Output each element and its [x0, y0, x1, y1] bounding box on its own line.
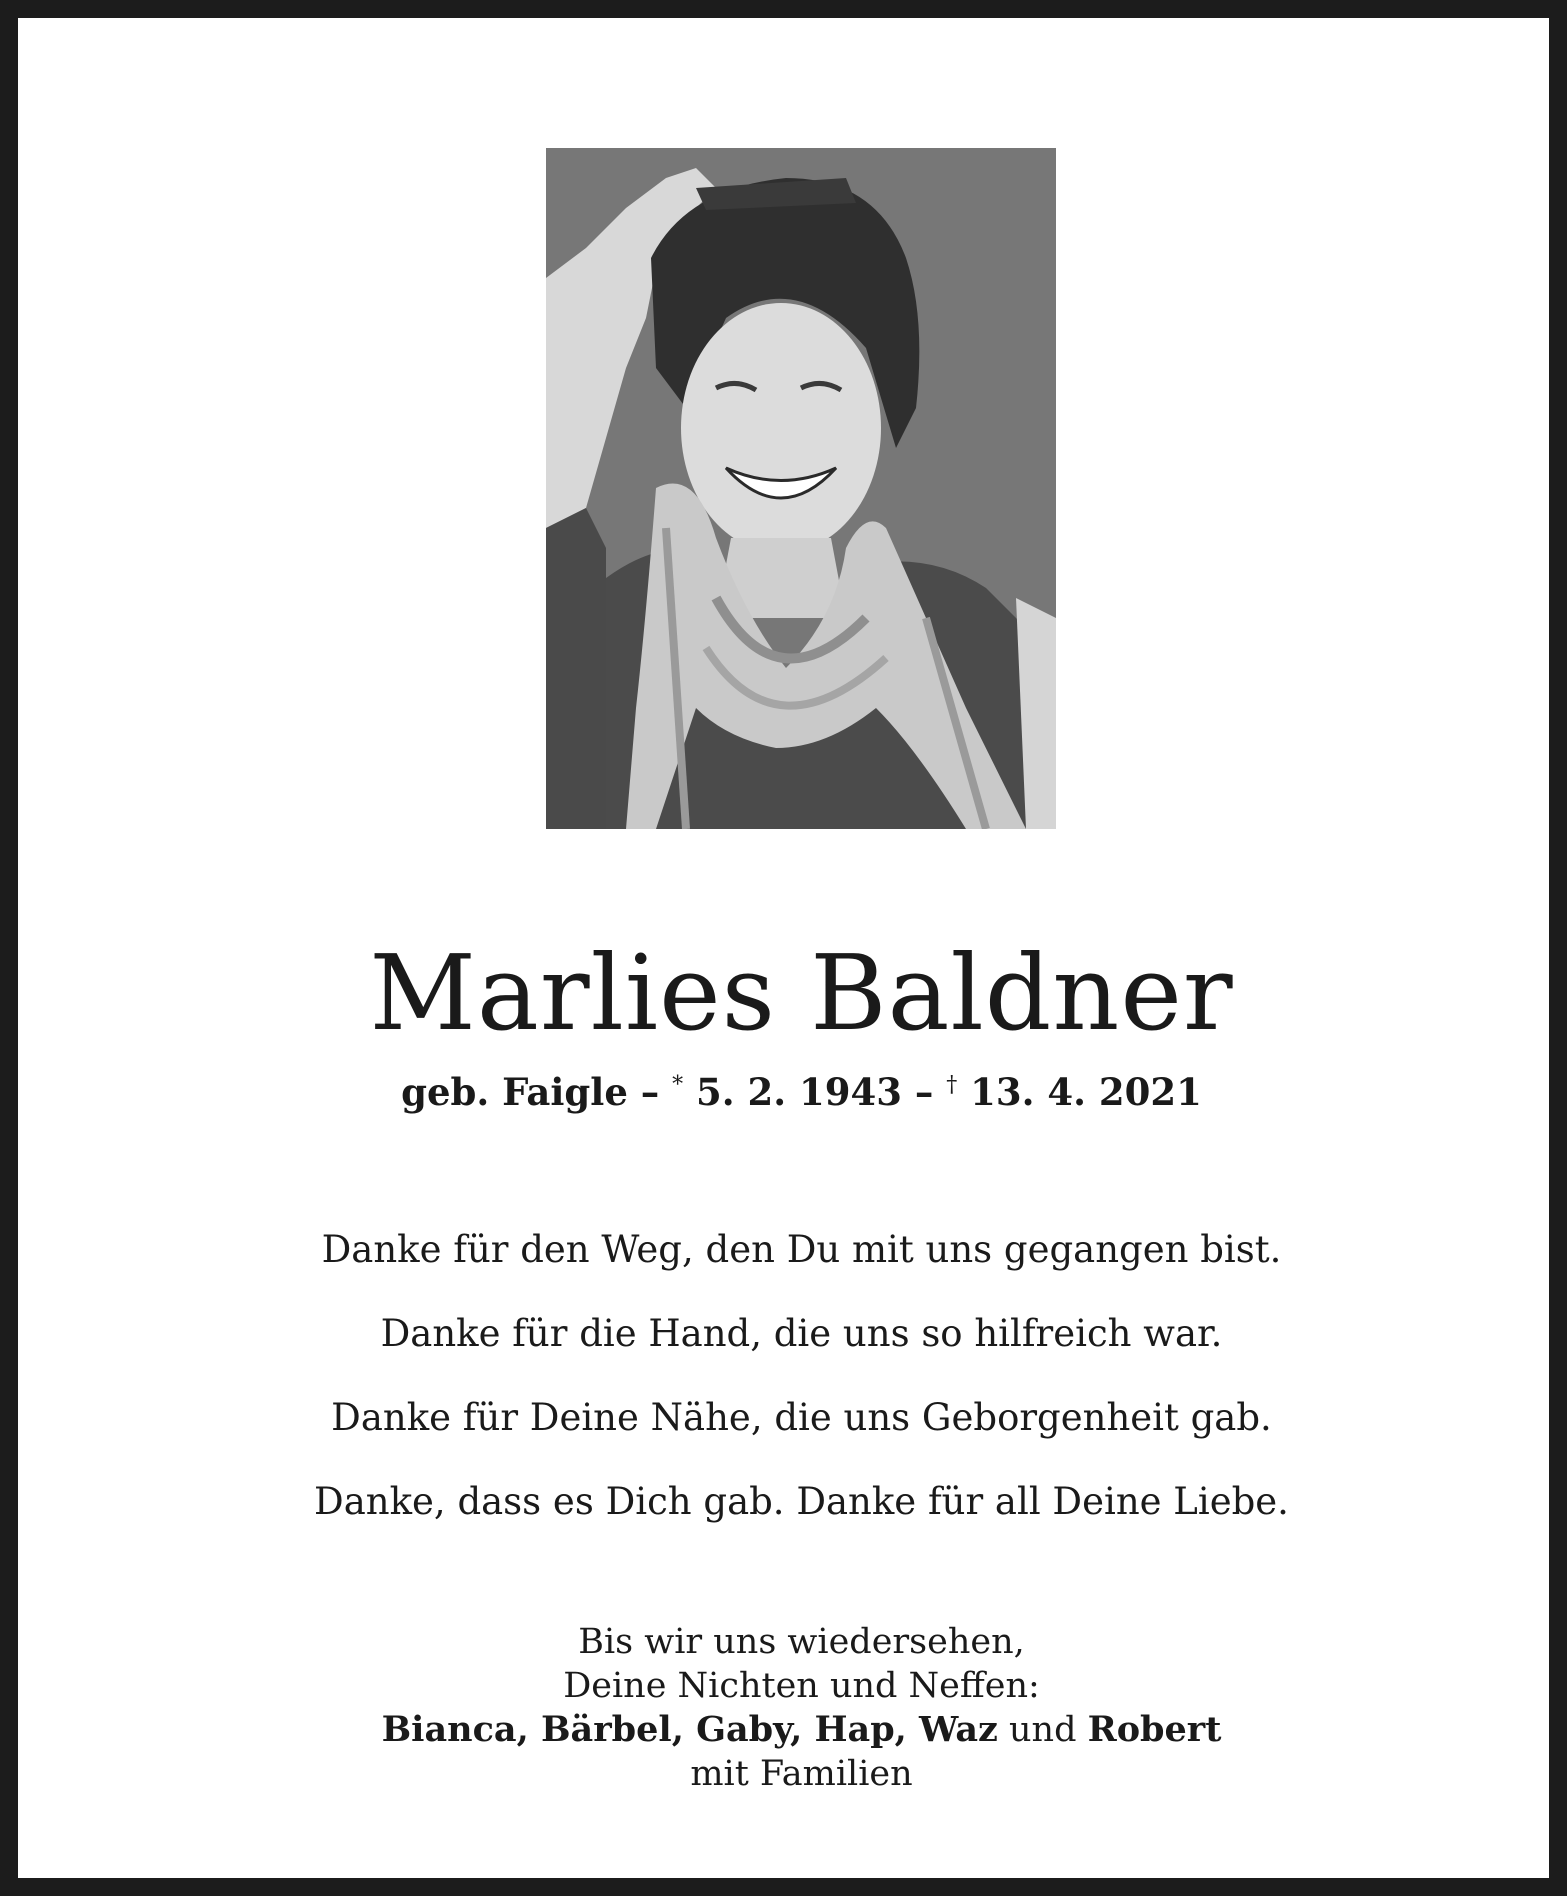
verse-line: Danke für die Hand, die uns so hilfreich war. — [380, 1312, 1223, 1355]
portrait-photo — [546, 148, 1056, 829]
thank-you-verse — [18, 1208, 1567, 1544]
verse-line: Danke, dass es Dich gab. Danke für all Deine Liebe. — [314, 1480, 1289, 1523]
maiden-name: geb. Faigle — [401, 1070, 628, 1114]
closing-line: mit Familien — [690, 1754, 913, 1794]
separator-dash: – — [902, 1070, 947, 1114]
birth-date: 5. 2. 1943 — [683, 1070, 903, 1114]
death-symbol: † — [946, 1072, 958, 1098]
deceased-name: Marlies Baldner — [369, 932, 1234, 1054]
verse-line: Danke für den Weg, den Du mit uns gegangen bist. — [321, 1228, 1282, 1271]
verse-line: Danke für Deine Nähe, die uns Geborgenheit gab. — [331, 1396, 1272, 1439]
closing-line: Bis wir uns wiedersehen, — [578, 1622, 1025, 1662]
death-date: 13. 4. 2021 — [957, 1070, 1202, 1114]
mourner-names — [18, 1708, 1567, 1752]
mourner-last-name: Robert — [1087, 1709, 1222, 1750]
life-dates — [18, 1070, 1567, 1114]
birth-symbol: * — [672, 1072, 684, 1098]
closing-signature — [18, 1620, 1567, 1796]
conjunction: und — [997, 1710, 1088, 1750]
separator-dash: – — [627, 1070, 673, 1114]
mourner-names-bold: Bianca, Bärbel, Gaby, Hap, Waz — [381, 1709, 998, 1750]
closing-line: Deine Nichten und Neffen: — [563, 1666, 1040, 1706]
